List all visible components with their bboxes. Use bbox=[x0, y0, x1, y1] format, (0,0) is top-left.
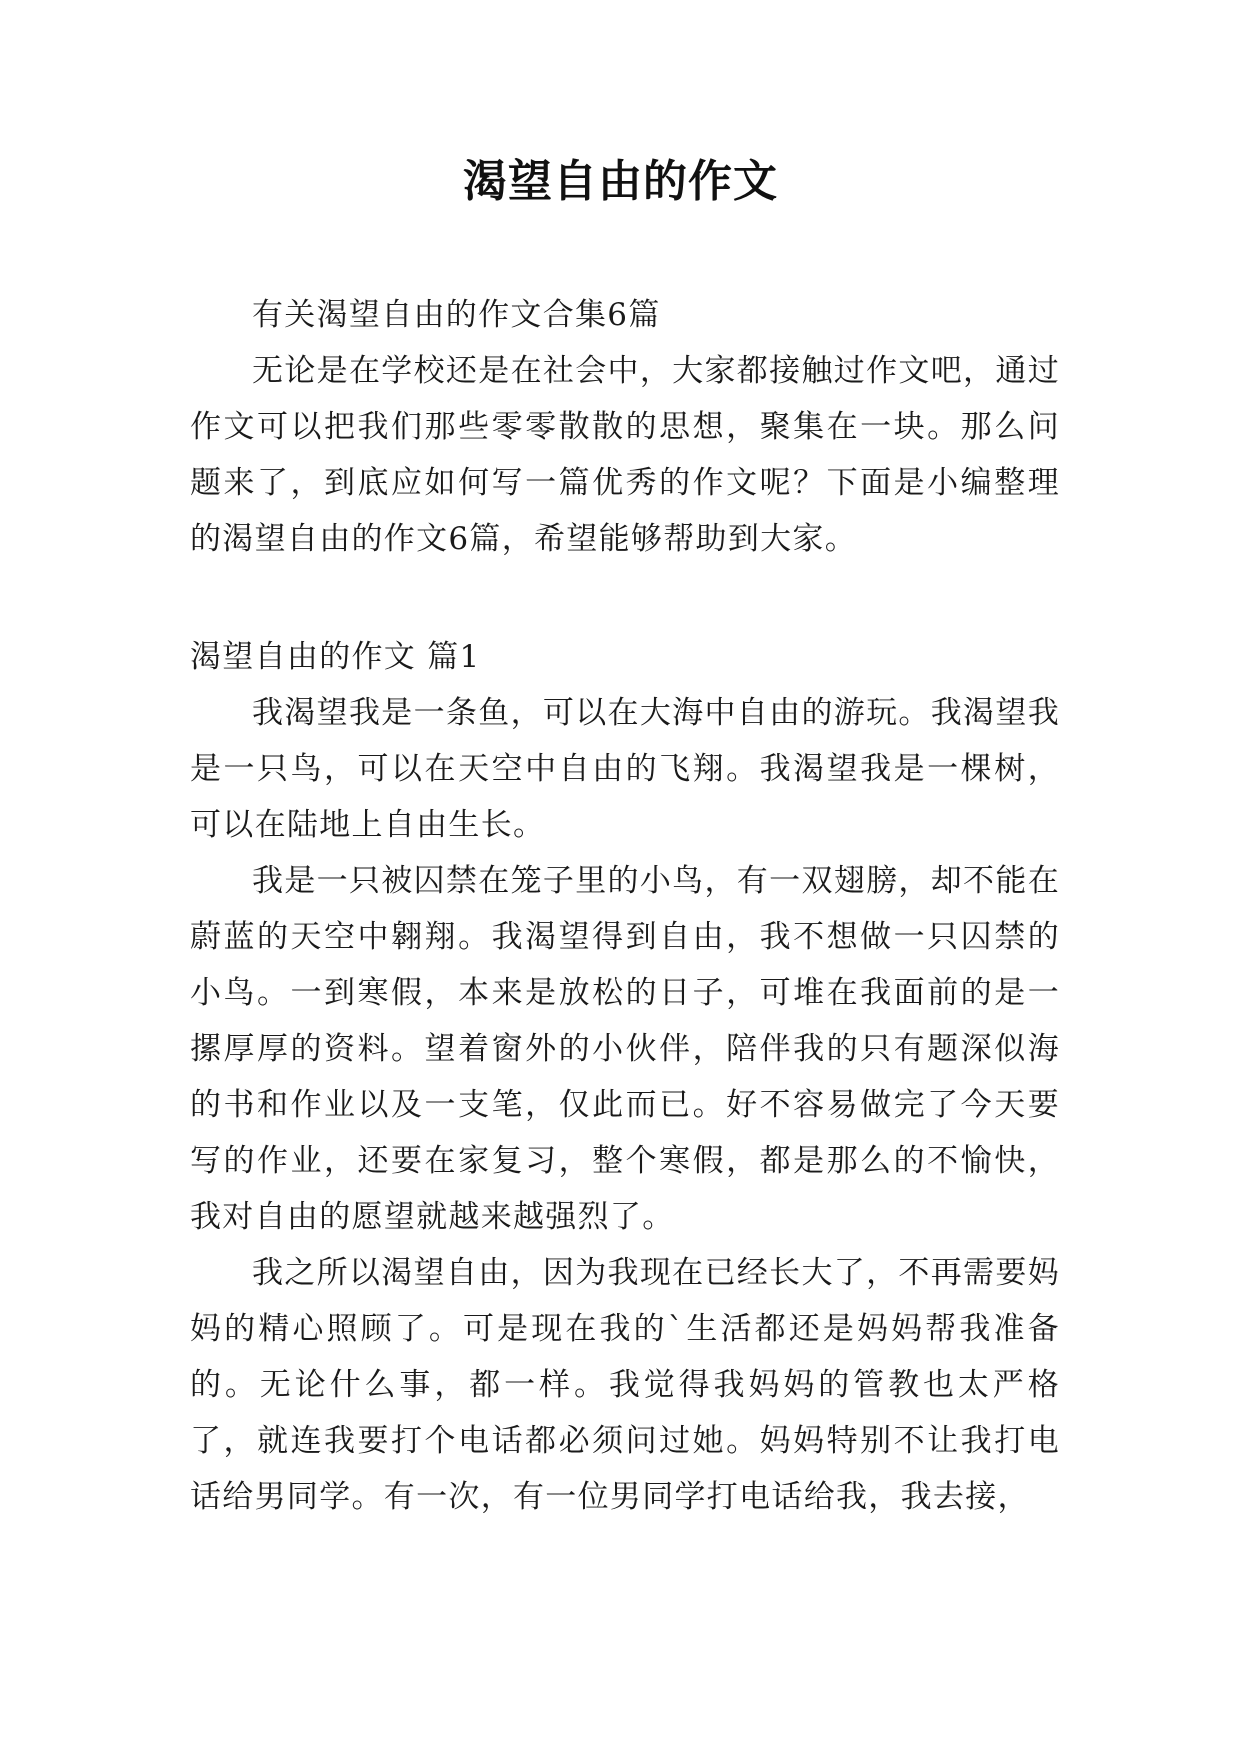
intro-subtitle: 有关渴望自由的作文合集6篇 bbox=[252, 297, 661, 333]
document-body bbox=[190, 287, 1060, 1525]
section-paragraph-3: 我之所以渴望自由，因为我现在已经长大了，不再需要妈妈的精心照顾了。可是现在我的`生活都还是妈妈帮我准备的。无论什么事，都一样。我觉得我妈妈的管教也太严格了，就连我要打个电话都必须问过她。妈妈特别不让我打电话给男同学。有一次，有一位男同学打电话给我，我去接， bbox=[190, 1255, 1060, 1515]
section-heading: 渴望自由的作文 篇1 bbox=[190, 639, 481, 675]
intro-paragraph: 无论是在学校还是在社会中，大家都接触过作文吧，通过作文可以把我们那些零零散散的思想，聚集在一块。那么问题来了，到底应如何写一篇优秀的作文呢？下面是小编整理的渴望自由的作文6篇，希望能够帮助到大家。 bbox=[190, 353, 1060, 557]
section-paragraph-1: 我渴望我是一条鱼，可以在大海中自由的游玩。我渴望我是一只鸟，可以在天空中自由的飞翔。我渴望我是一棵树，可以在陆地上自由生长。 bbox=[190, 695, 1060, 843]
document-title: 渴望自由的作文 bbox=[463, 156, 778, 207]
section-paragraph-2: 我是一只被囚禁在笼子里的小鸟，有一双翅膀，却不能在蔚蓝的天空中翱翔。我渴望得到自由，我不想做一只囚禁的小鸟。一到寒假，本来是放松的日子，可堆在我面前的是一摞厚厚的资料。望着窗外的小伙伴，陪伴我的只有题深似海的书和作业以及一支笔，仅此而已。好不容易做完了今天要写的作业，还要在家复习，整个寒假，都是那么的不愉快，我对自由的愿望就越来越强烈了。 bbox=[190, 863, 1060, 1235]
